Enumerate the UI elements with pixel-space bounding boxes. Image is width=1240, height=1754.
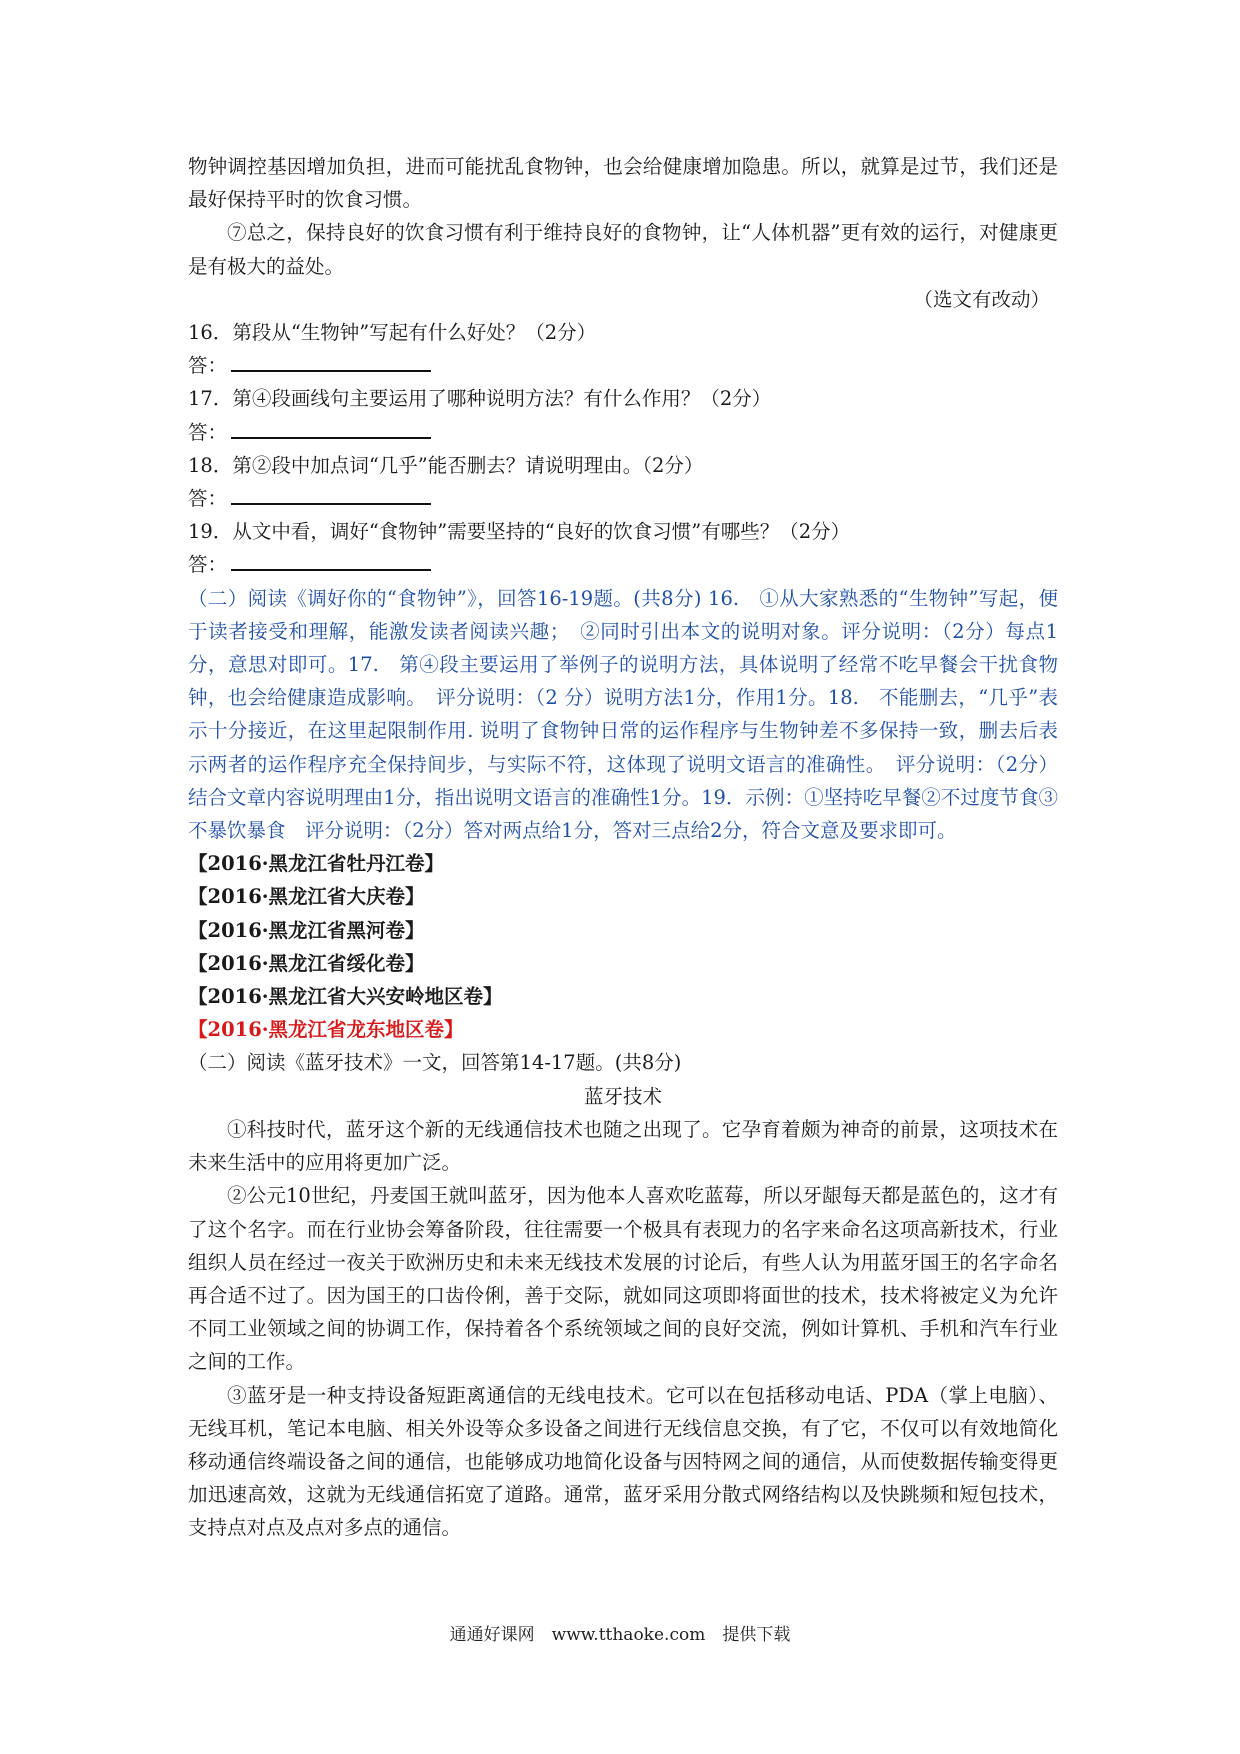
answer-blank[interactable] — [231, 483, 431, 505]
paragraph-continued: 物钟调控基因增加负担，进而可能扰乱食物钟，也会给健康增加隐患。所以，就算是过节，我们还是最好保持平时的饮食习惯。 — [188, 155, 1058, 212]
article-title: 蓝牙技术 — [583, 1084, 662, 1108]
exam-header: 【2016·黑龙江省大庆卷】 — [188, 885, 425, 909]
page-footer: 通通好课网 www.tthaoke.com 提供下载 — [449, 1625, 791, 1645]
answer-blank[interactable] — [231, 549, 431, 571]
section-intro: （二）阅读《蓝牙技术》一文，回答第14-17题。(共8分) — [188, 1051, 682, 1075]
question-list — [188, 316, 1058, 582]
document-body — [188, 150, 1058, 1545]
question-17: 17．第④段画线句主要运用了哪种说明方法？有什么作用？（2分） — [188, 387, 772, 411]
answer-line-19: 答： — [188, 548, 1058, 581]
exam-header-list — [188, 847, 1058, 1046]
exam-header: 【2016·黑龙江省大兴安岭地区卷】 — [188, 985, 503, 1009]
exam-header: 【2016·黑龙江省绥化卷】 — [188, 951, 425, 975]
article-paragraph-1: ①科技时代，蓝牙这个新的无线通信技术也随之出现了。它孕育着颇为神奇的前景，这项技术在未来生活中的应用将更加广泛。 — [188, 1117, 1058, 1175]
exam-header: 【2016·黑龙江省牡丹江卷】 — [188, 852, 445, 876]
answer-line-17: 答： — [188, 416, 1058, 449]
answer-key: （二）阅读《调好你的“食物钟”》，回答16-19题。(共8分) 16. ①从大家熟悉的“生物钟”写起，便于读者接受和理解，能激发读者阅读兴趣； ②同时引出本文的说明对象。评分说明：（2分）每点1分，意思对即可。17. 第④段主要运用了举例子的说明方法，具体说明了经常不吃早餐会干扰食物钟，也会给健康造成影响。 评分说明：（2 分）说明方法1分，作用1分。18. 不能删去，“几乎”表示十分接近，在这里起限制作用. 说明了食物钟日常的运作程序与生物钟差不多保持一致，删去后表示两者的运作程序充全保持间步，与实际不符，这体现了说明文语言的准确性。 评分说明：（2分）结合文章内容说明理由1分，指出说明文语言的准确性1分。19．示例：①坚持吃早餐②不过度节食③不暴饮暴食 评分说明：（2分）答对两点给1分，答对三点给2分，符合文意及要求即可。 — [188, 586, 1058, 843]
question-16: 16．第段从“生物钟”写起有什么好处？（2分） — [188, 321, 597, 345]
exam-header: 【2016·黑龙江省黑河卷】 — [188, 918, 425, 942]
question-18: 18．第②段中加点词“几乎”能否删去？请说明理由。（2分） — [188, 453, 704, 477]
paragraph-7: ⑦总之，保持良好的饮食习惯有利于维持良好的食物钟，让“人体机器”更有效的运行，对健康更是有极大的益处。 — [188, 221, 1058, 278]
answer-line-16: 答： — [188, 349, 1058, 382]
answer-line-18: 答： — [188, 482, 1058, 515]
exam-header-highlight: 【2016·黑龙江省龙东地区卷】 — [188, 1018, 464, 1042]
answer-blank[interactable] — [231, 350, 431, 372]
source-note: （选文有改动） — [913, 287, 1050, 311]
question-19: 19．从文中看，调好“食物钟”需要坚持的“良好的饮食习惯”有哪些？（2分） — [188, 520, 851, 544]
article-paragraph-3: ③蓝牙是一种支持设备短距离通信的无线电技术。它可以在包括移动电话、PDA（掌上电脑）、无线耳机，笔记本电脑、相关外设等众多设备之间进行无线信息交换，有了它，不仅可以有效地简化移动通信终端设备之间的通信，也能够成功地简化设备与因特网之间的通信，从而使数据传输变得更加迅速高效，这就为无线通信拓宽了道路。通常，蓝牙采用分散式网络结构以及快跳频和短包技术，支持点对点及点对多点的通信。 — [188, 1383, 1058, 1540]
article-paragraph-2: ②公元10世纪，丹麦国王就叫蓝牙，因为他本人喜欢吃蓝莓，所以牙龈每天都是蓝色的，这才有了这个名字。而在行业协会筹备阶段，往往需要一个极具有表现力的名字来命名这项高新技术，行业组织人员在经过一夜关于欧洲历史和未来无线技术发展的讨论后，有些人认为用蓝牙国王的名字命名再合适不过了。因为国王的口齿伶俐，善于交际，就如同这项即将面世的技术，技术将被定义为允许不同工业领域之间的协调工作，保持着各个系统领域之间的良好交流，例如计算机、手机和汽车行业之间的工作。 — [188, 1184, 1058, 1374]
answer-blank[interactable] — [231, 417, 431, 439]
